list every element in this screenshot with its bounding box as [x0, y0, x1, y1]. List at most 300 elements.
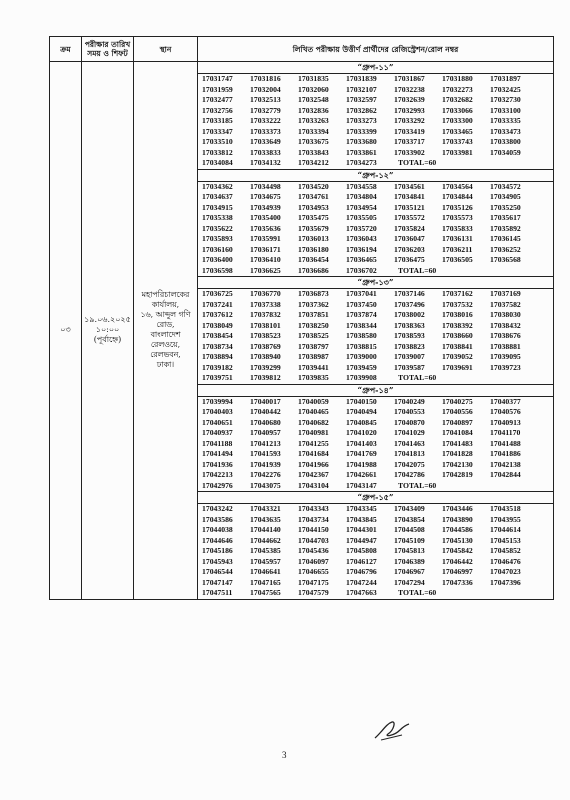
roll-number: 17041813 [394, 449, 425, 458]
roll-number: 17035126 [442, 202, 473, 212]
roll-number: 17033100 [490, 105, 521, 115]
roll-row [198, 310, 553, 321]
roll-number: 17045943 [202, 556, 233, 566]
roll-number: 17039812 [250, 373, 281, 382]
roll-number: 17038940 [250, 352, 281, 361]
venue-line: মহাপরিচালকের [141, 290, 190, 300]
roll-number: 17045186 [202, 546, 233, 555]
roll-number: 17044508 [394, 525, 425, 534]
roll-row [198, 504, 553, 515]
roll-number: 17040059 [298, 396, 329, 406]
roll-number: 17041494 [202, 449, 233, 458]
roll-number: 17034761 [298, 192, 329, 201]
roll-number: 17032548 [298, 95, 329, 104]
roll-number: 17037851 [298, 310, 329, 319]
group-title: “গ্রুপ-১৩” [198, 277, 553, 289]
roll-number: 17034498 [250, 181, 281, 191]
signature-mark [372, 718, 412, 744]
roll-number: 17036465 [346, 255, 377, 264]
roll-number: 17034905 [490, 192, 521, 201]
roll-number: 17034362 [202, 181, 233, 191]
roll-number: 17036211 [442, 244, 473, 254]
roll-number: 17032836 [298, 105, 329, 115]
group-total: TOTAL=60 [398, 480, 437, 490]
roll-number: 17038523 [250, 331, 281, 340]
roll-number: 17038841 [442, 341, 473, 351]
roll-number: 17045109 [394, 535, 425, 545]
roll-number: 17046796 [346, 567, 377, 576]
roll-row [198, 567, 553, 578]
roll-number: 17036180 [298, 244, 329, 254]
roll-number: 17040150 [346, 396, 377, 406]
roll-number: 17046997 [442, 567, 473, 576]
roll-number: 17038987 [298, 352, 329, 361]
roll-number: 17035991 [250, 234, 281, 243]
roll-number: 17035400 [250, 213, 281, 222]
roll-number: 17047023 [490, 567, 521, 576]
roll-row [198, 74, 553, 85]
venue-line: কার্যালয়, [151, 300, 180, 310]
roll-number: 17031835 [298, 74, 329, 83]
roll-number: 17035617 [490, 213, 521, 222]
group-title: “গ্রুপ-১২” [198, 170, 553, 182]
serial-cell [50, 62, 82, 600]
roll-number: 17033263 [298, 116, 329, 125]
roll-number: 17040897 [442, 417, 473, 427]
roll-number: 17037338 [250, 299, 281, 309]
roll-number: 17033743 [442, 137, 473, 146]
roll-row [198, 331, 553, 342]
roll-number: 17042213 [202, 470, 233, 479]
group-title: “গ্রুপ-১৫” [198, 492, 553, 504]
roll-number: 17037874 [346, 310, 377, 319]
roll-number: 17045130 [442, 535, 473, 545]
table-row [50, 62, 554, 600]
roll-number: 17041403 [346, 438, 377, 448]
roll-number: 17034637 [202, 192, 233, 201]
roll-number: 17040553 [394, 407, 425, 416]
roll-number: 17034059 [490, 147, 521, 157]
roll-number: 17033335 [490, 116, 521, 125]
roll-number: 17041483 [442, 438, 473, 448]
roll-number: 17033812 [202, 147, 233, 157]
roll-number: 17034675 [250, 192, 281, 201]
roll-number: 17033185 [202, 116, 233, 125]
roll-number: 17035892 [490, 223, 521, 233]
date-time-cell [82, 62, 134, 600]
roll-number: 17047396 [490, 577, 521, 587]
roll-number: 17047336 [442, 577, 473, 587]
roll-number: 17033292 [394, 116, 425, 125]
roll-row [198, 536, 553, 547]
roll-number: 17040937 [202, 428, 233, 437]
roll-number: 17041020 [346, 428, 377, 437]
roll-number: 17040556 [442, 407, 473, 416]
roll-number: 17045436 [298, 546, 329, 555]
roll-row [198, 289, 553, 300]
roll-number: 17032597 [346, 95, 377, 104]
roll-number: 17039751 [202, 373, 233, 382]
roll-number: 17046442 [442, 556, 473, 566]
roll-row [198, 578, 553, 589]
roll-row [198, 158, 553, 169]
roll-number: 17044586 [442, 525, 473, 534]
roll-number: 17041463 [394, 438, 425, 448]
roll-number: 17038593 [394, 331, 425, 340]
header-venue: স্থান [134, 37, 198, 62]
group-title: “গ্রুপ-১১” [198, 62, 553, 74]
roll-number: 17043518 [490, 504, 521, 513]
roll-number: 17033419 [394, 126, 425, 136]
roll-number: 17042819 [442, 470, 473, 479]
venue-cell [134, 62, 198, 600]
roll-number: 17032513 [250, 95, 281, 104]
roll-number: 17038815 [346, 341, 377, 351]
roll-number: 17047165 [250, 577, 281, 587]
roll-number: 17034915 [202, 202, 233, 212]
roll-number: 17040576 [490, 407, 521, 416]
roll-number: 17040651 [202, 417, 233, 427]
venue-line: বাংলাদেশ [150, 330, 181, 340]
roll-number: 17041593 [250, 449, 281, 458]
roll-number: 17035572 [394, 213, 425, 222]
roll-number: 17042075 [394, 459, 425, 469]
roll-number: 17033902 [394, 147, 425, 157]
roll-number: 17034954 [346, 202, 377, 212]
roll-number: 17036203 [394, 244, 425, 254]
roll-number: 17032238 [394, 84, 425, 94]
roll-number: 17046097 [298, 556, 329, 566]
roll-row [198, 407, 553, 418]
roll-number: 17033465 [442, 126, 473, 136]
roll-number: 17036194 [346, 244, 377, 254]
roll-number: 17033394 [298, 126, 329, 136]
group-title: “গ্রুপ-১৪” [198, 385, 553, 397]
roll-number: 17032779 [250, 105, 281, 115]
roll-number: 17033222 [250, 116, 281, 125]
roll-group [198, 62, 553, 170]
roll-number: 17044301 [346, 525, 377, 534]
roll-row [198, 203, 553, 214]
roll-number: 17038363 [394, 320, 425, 330]
roll-row [198, 449, 553, 460]
roll-number: 17036873 [298, 289, 329, 298]
roll-number: 17034844 [442, 192, 473, 201]
roll-number: 17045153 [490, 535, 521, 545]
roll-number: 17039052 [442, 352, 473, 361]
roll-number: 17035824 [394, 223, 425, 233]
roll-number: 17032639 [394, 95, 425, 104]
exam-session: (পূর্বাহ্নে) [93, 335, 122, 345]
venue-line: ১৬, আব্দুল গণি [140, 310, 191, 320]
roll-number: 17037450 [346, 299, 377, 309]
roll-number: 17034273 [346, 158, 377, 167]
roll-row [198, 116, 553, 127]
roll-number: 17041936 [202, 459, 233, 469]
roll-number: 17036131 [442, 234, 473, 243]
roll-number: 17041684 [298, 449, 329, 458]
roll-number: 17032756 [202, 105, 233, 115]
roll-number: 17038454 [202, 331, 233, 340]
roll-number: 17043635 [250, 514, 281, 524]
roll-number: 17036725 [202, 289, 233, 298]
roll-row [198, 546, 553, 557]
roll-row [198, 213, 553, 224]
roll-number: 17031880 [442, 74, 473, 83]
roll-row [198, 352, 553, 363]
roll-number: 17042661 [346, 470, 377, 479]
roll-number: 17034561 [394, 181, 425, 191]
roll-number: 17031959 [202, 84, 233, 94]
roll-number: 17035121 [394, 202, 425, 212]
roll-row [198, 85, 553, 96]
roll-number: 17032004 [250, 84, 281, 94]
page-number: 3 [282, 750, 287, 760]
roll-number: 17034084 [202, 158, 233, 167]
roll-row [198, 234, 553, 245]
roll-number: 17038580 [346, 331, 377, 340]
roll-number: 17041966 [298, 459, 329, 469]
roll-number: 17046127 [346, 556, 377, 566]
roll-number: 17037146 [394, 289, 425, 298]
roll-number: 17036145 [490, 234, 521, 243]
venue-line: রেলওয়ে, [150, 340, 181, 350]
roll-number: 17032060 [298, 84, 329, 94]
roll-row [198, 397, 553, 408]
roll-number: 17041988 [346, 459, 377, 469]
roll-number: 17040403 [202, 407, 233, 416]
roll-number: 17038392 [442, 320, 473, 330]
roll-number: 17040957 [250, 428, 281, 437]
roll-number: 17041188 [202, 438, 233, 448]
roll-row [198, 363, 553, 374]
roll-row [198, 418, 553, 429]
roll-row [198, 321, 553, 332]
roll-number: 17039908 [346, 373, 377, 382]
roll-number: 17040845 [346, 417, 377, 427]
roll-number: 17042276 [250, 470, 281, 479]
roll-number: 17039723 [490, 362, 521, 372]
roll-number: 17041828 [442, 449, 473, 458]
roll-number: 17043104 [298, 480, 329, 490]
roll-number: 17040494 [346, 407, 377, 416]
roll-number: 17037582 [490, 299, 521, 309]
roll-row [198, 373, 553, 384]
roll-number: 17038823 [394, 341, 425, 351]
roll-number: 17036400 [202, 255, 233, 264]
roll-number: 17043586 [202, 514, 233, 524]
roll-number: 17036252 [490, 244, 521, 254]
roll-number: 17038525 [298, 331, 329, 340]
roll-number: 17038881 [490, 341, 521, 351]
roll-number: 17039000 [346, 352, 377, 361]
roll-number: 17047294 [394, 577, 425, 587]
roll-number: 17043890 [442, 514, 473, 524]
roll-number: 17039459 [346, 362, 377, 372]
roll-number: 17033800 [490, 137, 521, 146]
venue-line: রেলভবন, [150, 350, 181, 360]
roll-number: 17034558 [346, 181, 377, 191]
roll-number: 17039835 [298, 373, 329, 382]
roll-number: 17043845 [346, 514, 377, 524]
roll-number: 17033649 [250, 137, 281, 146]
roll-group [198, 170, 553, 278]
roll-row [198, 428, 553, 439]
group-total: TOTAL=60 [398, 373, 437, 382]
roll-number: 17040870 [394, 417, 425, 427]
roll-number: 17044614 [490, 525, 521, 534]
roll-number: 17044646 [202, 535, 233, 545]
roll-number: 17031867 [394, 74, 425, 83]
roll-row [198, 300, 553, 311]
roll-number: 17038676 [490, 331, 521, 340]
roll-number: 17036410 [250, 255, 281, 264]
roll-number: 17041769 [346, 449, 377, 458]
roll-number: 17034132 [250, 158, 281, 167]
roll-number: 17035833 [442, 223, 473, 233]
roll-number: 17034520 [298, 181, 329, 191]
roll-number: 17036598 [202, 265, 233, 275]
roll-number: 17042138 [490, 459, 521, 469]
roll-number: 17034804 [346, 192, 377, 201]
roll-number: 17036702 [346, 265, 377, 275]
roll-row [198, 557, 553, 568]
roll-number: 17046655 [298, 567, 329, 576]
roll-number: 17038016 [442, 310, 473, 319]
roll-number: 17036013 [298, 234, 329, 243]
roll-number: 17044662 [250, 535, 281, 545]
roll-number: 17034572 [490, 181, 521, 191]
roll-number: 17047147 [202, 577, 233, 587]
roll-number: 17037169 [490, 289, 521, 298]
roll-number: 17043955 [490, 514, 521, 524]
roll-number: 17039994 [202, 396, 233, 406]
roll-number: 17043075 [250, 480, 281, 490]
roll-number: 17040682 [298, 417, 329, 427]
serial-number: ০৩ [60, 325, 71, 335]
roll-row [198, 137, 553, 148]
roll-number: 17036770 [250, 289, 281, 298]
roll-number: 17035475 [298, 213, 329, 222]
roll-number: 17035720 [346, 223, 377, 233]
roll-number: 17047565 [250, 588, 281, 597]
roll-number: 17036160 [202, 244, 233, 254]
roll-row [198, 525, 553, 536]
roll-number: 17038432 [490, 320, 521, 330]
roll-number: 17041213 [250, 438, 281, 448]
roll-number: 17041029 [394, 428, 425, 437]
roll-number: 17034564 [442, 181, 473, 191]
roll-number: 17041255 [298, 438, 329, 448]
roll-number: 17039007 [394, 352, 425, 361]
roll-number: 17037532 [442, 299, 473, 309]
exam-time: ১০:০০ [95, 325, 120, 335]
roll-number: 17035338 [202, 213, 233, 222]
roll-number: 17038769 [250, 341, 281, 351]
roll-number: 17037041 [346, 289, 377, 298]
roll-number: 17038894 [202, 352, 233, 361]
roll-number: 17037162 [442, 289, 473, 298]
table-header-row [50, 37, 554, 62]
roll-number: 17034212 [298, 158, 329, 167]
roll-number: 17041488 [490, 438, 521, 448]
roll-number: 17043242 [202, 504, 233, 513]
roll-number: 17036686 [298, 265, 329, 275]
roll-number: 17046389 [394, 556, 425, 566]
roll-row [198, 182, 553, 193]
roll-number: 17040017 [250, 396, 281, 406]
roll-row [198, 95, 553, 106]
roll-number: 17033347 [202, 126, 233, 136]
roll-number: 17038250 [298, 320, 329, 330]
roll-number: 17045813 [394, 546, 425, 555]
roll-number: 17032425 [490, 84, 521, 94]
roll-number: 17047663 [346, 588, 377, 597]
roll-number: 17032477 [202, 95, 233, 104]
roll-number: 17041886 [490, 449, 521, 458]
roll-group [198, 385, 553, 493]
roll-number: 17033981 [442, 147, 473, 157]
roll-number: 17040465 [298, 407, 329, 416]
roll-number: 17045842 [442, 546, 473, 555]
roll-number: 17031747 [202, 74, 233, 83]
roll-row [198, 342, 553, 353]
roll-number: 17032107 [346, 84, 377, 94]
roll-number: 17033300 [442, 116, 473, 125]
roll-number: 17044150 [298, 525, 329, 534]
roll-number: 17040377 [490, 396, 521, 406]
header-date-label: পরীক্ষার তারিখ [84, 40, 131, 49]
roll-number: 17039587 [394, 362, 425, 372]
header-serial: ক্রম [50, 37, 82, 62]
roll-groups-cell [198, 62, 554, 600]
roll-row [198, 255, 553, 266]
roll-number: 17042130 [442, 459, 473, 469]
roll-number: 17045808 [346, 546, 377, 555]
roll-number: 17036043 [346, 234, 377, 243]
roll-number: 17047244 [346, 577, 377, 587]
roll-row [198, 460, 553, 471]
roll-number: 17040442 [250, 407, 281, 416]
roll-number: 17043734 [298, 514, 329, 524]
roll-row [198, 588, 553, 599]
header-time-label: সময় ও শিফট [87, 49, 128, 58]
roll-number: 17046967 [394, 567, 425, 576]
roll-number: 17038660 [442, 331, 473, 340]
roll-number: 17046544 [202, 567, 233, 576]
group-total: TOTAL=60 [398, 588, 437, 597]
roll-number: 17033273 [346, 116, 377, 125]
roll-number: 17044140 [250, 525, 281, 534]
roll-number: 17036568 [490, 255, 521, 264]
venue-line: ঢাকা। [156, 360, 175, 370]
roll-row [198, 266, 553, 277]
roll-number: 17032730 [490, 95, 521, 104]
roll-number: 17042844 [490, 470, 521, 479]
roll-number: 17044947 [346, 535, 377, 545]
roll-number: 17037241 [202, 299, 233, 309]
roll-number: 17031839 [346, 74, 377, 83]
roll-number: 17039441 [298, 362, 329, 372]
roll-number: 17033510 [202, 137, 233, 146]
roll-number: 17035573 [442, 213, 473, 222]
results-table [49, 36, 554, 600]
roll-number: 17043854 [394, 514, 425, 524]
roll-number: 17043345 [346, 504, 377, 513]
roll-number: 17043147 [346, 480, 377, 490]
roll-number: 17037832 [250, 310, 281, 319]
roll-number: 17038002 [394, 310, 425, 319]
